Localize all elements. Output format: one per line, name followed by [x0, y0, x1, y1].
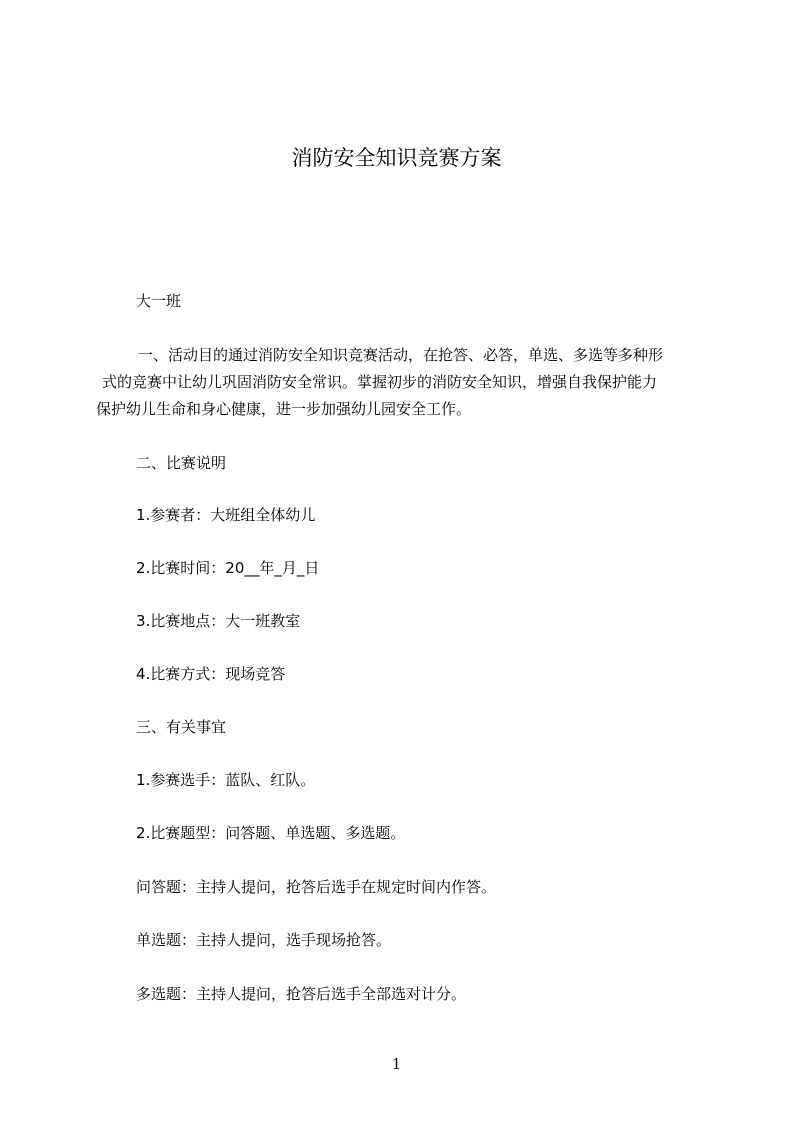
list-item: 2.比赛题型：问答题、单选题、多选题。	[136, 824, 406, 842]
list-item: 1.参赛者：大班组全体幼儿	[136, 506, 316, 524]
list-item: 4.比赛方式：现场竞答	[136, 665, 286, 683]
section-heading: 二、比赛说明	[136, 454, 227, 472]
purpose-line: 保护幼儿生命和身心健康，进一步加强幼儿园安全工作。	[96, 400, 472, 418]
purpose-paragraph	[96, 342, 706, 423]
list-item: 1.参赛选手：蓝队、红队。	[136, 771, 316, 789]
list-item: 问答题：主持人提问，抢答后选手在规定时间内作答。	[136, 878, 497, 896]
section-heading: 三、有关事宜	[136, 718, 227, 736]
purpose-line: 式的竞赛中让幼儿巩固消防安全常识。掌握初步的消防安全知识，增强自我保护能力	[102, 373, 658, 391]
list-item: 3.比赛地点：大一班教室	[136, 612, 301, 630]
list-item: 2.比赛时间：20__年_月_日	[136, 559, 320, 577]
class-name: 大一班	[136, 292, 182, 310]
purpose-line: 一、活动目的通过消防安全知识竞赛活动，在抢答、必答，单选、多选等多种形	[138, 346, 664, 364]
list-item: 多选题：主持人提问，抢答后选手全部选对计分。	[136, 985, 467, 1003]
list-item: 单选题：主持人提问，选手现场抢答。	[136, 931, 392, 949]
page-number: 1	[391, 1055, 402, 1073]
document-title: 消防安全知识竞赛方案	[291, 146, 502, 170]
